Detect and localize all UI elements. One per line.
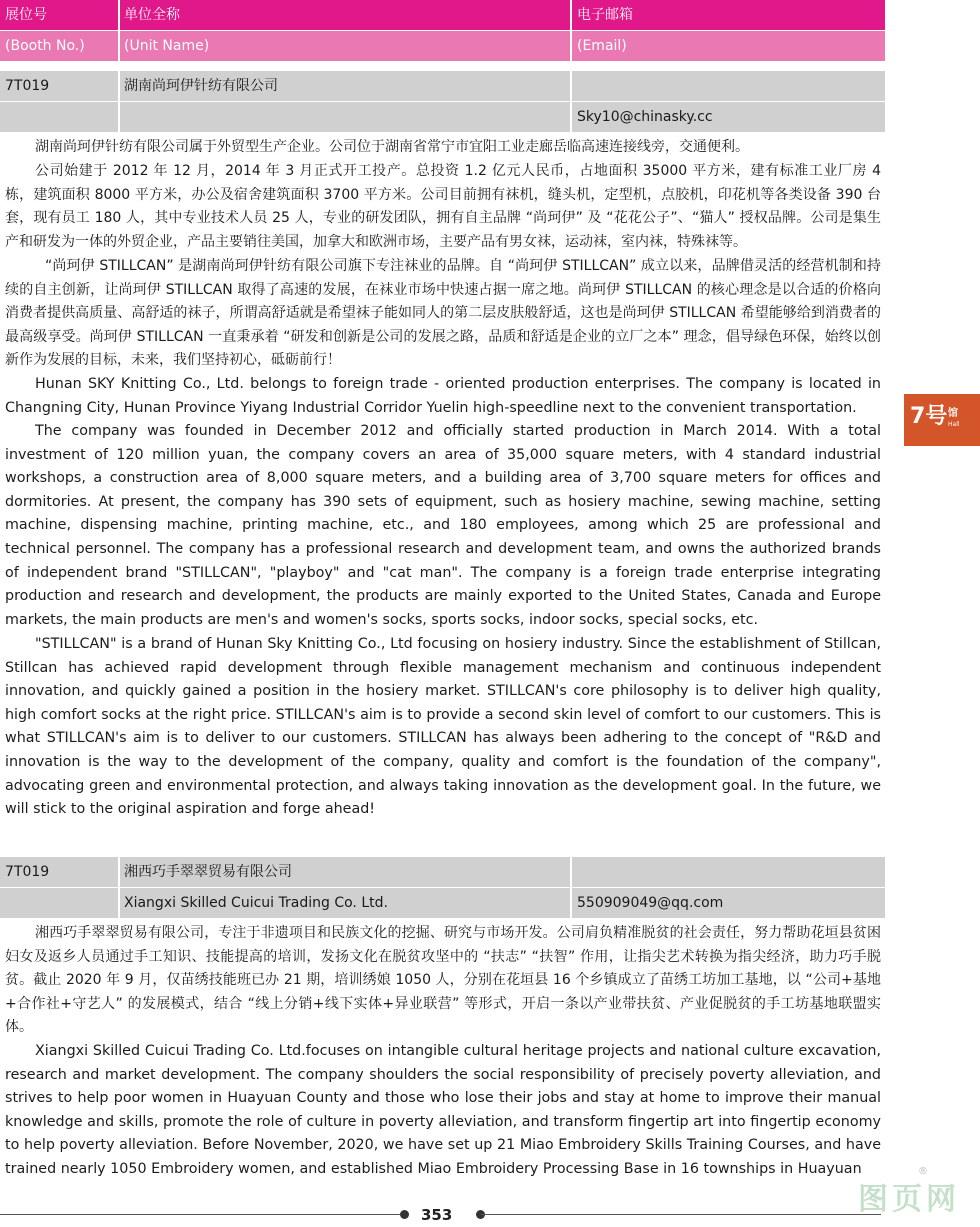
entry1-en-paragraph-3: "STILLCAN" is a brand of Hunan Sky Knitting Co., Ltd focusing on hosiery industry. Since the establishment of Stillcan, Stillcan has achieved rapid development through flexible management mechanism and continuous independent innovation, and quickly gained a position in the hosiery market. STILLCAN's core philosophy is to deliver high quality, high comfort socks at the right price. STILLCAN's aim is to provide a second skin level of comfort to our customers. This is what STILLCAN's aim is to deliver to our customers. STILLCAN has always been adhering to the concept of "R&D and innovation is the way to the development of the company, quality and comfort is the foundation of the company", advocating green and environmental protection, and always taking innovation as the development goal. In the future, we will stick to the original aspiration and forge ahead! (5, 636, 881, 818)
email-header-en: (Email) (577, 38, 627, 54)
entry1-zh-paragraph-2: 公司始建于 2012 年 12 月，2014 年 3 月正式开工投产。总投资 1.2 亿元人民币，占地面积 35000 平方米，建有标准工业厂房 4 栋，建筑面积 8000 平方米，办公及宿舍建筑面积 3700 平方米。公司目前拥有袜机，缝头机，定型机，点胶机，印花机等各类设备 390 台套，现有员工 180 人，其中专业技术人员 25 人，专业的研发团队，拥有自主品牌 “尚珂伊” 及 “花花公子”、“猫人” 授权品牌。公司是集生产和研发为一体的外贸企业，产品主要销往美国，加拿大和欧洲市场，主要产品有男女袜，运动袜，室内袜，特殊袜等。 (5, 163, 881, 250)
entry1-en-paragraph-2: The company was founded in December 2012 and officially started production in March 2014. With a total investment of 120 million yuan, the company covers an area of 35,000 square meters, with 4 standard industrial workshops, a construction area of 8,000 square meters, and a building area of 3,700 square meters for offices and dormitories. At present, the company has 390 sets of equipment, such as hosiery machine, sewing machine, setting machine, dispensing machine, printing machine, etc., and 180 employees, among which 25 are professional and technical personnel. The company has a professional research and development team, and owns the authorized brands of independent brand "STILLCAN", "playboy" and "cat man". The company is a foreign trade enterprise integrating production and research and development, the products are mainly exported to the United States, Canada and Europe markets, the main products are men's and women's socks, sports socks, indoor socks, special socks, etc. (5, 423, 881, 628)
registered-mark: ® (918, 1166, 928, 1177)
entry2-booth: 7T019 (0, 857, 120, 887)
entry1-email-empty (572, 71, 885, 101)
unit-header-en: (Unit Name) (120, 31, 572, 61)
footer-rule-right (481, 1214, 881, 1215)
entry2-booth-empty (0, 888, 120, 918)
footer-dot-left (400, 1210, 409, 1219)
entry1-booth-empty (0, 102, 120, 132)
hall-label-en: Hall (948, 421, 960, 428)
entry1-booth: 7T019 (0, 71, 120, 101)
entry2-zh-paragraph-1: 湘西巧手翠翠贸易有限公司，专注于非遗项目和民族文化的挖掘、研究与市场开发。公司肩负精准脱贫的社会责任，努力帮助花垣县贫困妇女及返乡人员通过手工知识、技能提高的培训，发扬文化在脱贫攻坚中的 “扶志” “扶智” 作用，让指尖艺术转换为指尖经济，助力巧手脱贫。截止 2020 年 9 月，仅苗绣技能班已办 21 期，培训绣娘 1050 人，分别在花垣县 16 个乡镇成立了苗绣工坊加工基地，以 “公司+基地+合作社+守艺人” 的发展模式，结合 “线上分销+线下实体+异业联营” 等形式，开启一条以产业带扶贫、产业促脱贫的手工坊基地联盟实体。 (5, 925, 881, 1036)
unit-header-zh: 单位全称 (120, 0, 572, 30)
email-header-zh: 电子邮箱 (577, 7, 633, 23)
entry1-zh-paragraph-3: “尚珂伊 STILLCAN” 是湖南尚珂伊针纺有限公司旗下专注袜业的品牌。自 “尚珂伊 STILLCAN” 成立以来，品牌借灵活的经营机制和持续的自主创新，让尚珂伊 STILLCAN 取得了高速的发展，在袜业市场中快速占据一席之地。尚珂伊 STILLCAN 的核心理念是以合适的价格向消费者提供高质量、高舒适的袜子，所谓高舒适就是希望袜子能如同人的第二层皮肤般舒适，这也是尚珂伊 STILLCAN 希望能够给到消费者的最高级享受。尚珂伊 STILLCAN 一直秉承着 “研发和创新是公司的发展之路，品质和舒适是企业的立厂之本” 理念，倡导绿色环保，始终以创新作为发展的目标，未来，我们坚持初心，砥砺前行！ (5, 258, 881, 369)
hall-number: 7号 (910, 404, 948, 429)
entry2-name-en: Xiangxi Skilled Cuicui Trading Co. Ltd. (120, 888, 572, 918)
entry2-email-empty (572, 857, 885, 887)
entry1-name-en-empty (120, 102, 572, 132)
entry2-row-name-en (0, 888, 885, 918)
booth-header-zh: 展位号 (0, 0, 120, 30)
entry1-email[interactable]: Sky10@chinasky.cc (577, 109, 713, 125)
entry2-name-zh: 湘西巧手翠翠贸易有限公司 (120, 857, 572, 887)
entry1-zh-paragraph-1: 湖南尚珂伊针纺有限公司属于外贸型生产企业。公司位于湖南省常宁市宜阳工业走廊岳临高速连接线旁，交通便利。 (35, 139, 749, 155)
booth-header-en: (Booth No.) (0, 31, 120, 61)
watermark-logo: 图页网 (858, 1182, 960, 1217)
entry1-row-email (0, 102, 885, 132)
table-header-en (0, 31, 885, 61)
entry2-row-name-zh (0, 857, 885, 887)
page-number: 353 (421, 1206, 453, 1224)
footer-rule-left (0, 1214, 403, 1215)
entry1-row-name (0, 71, 885, 101)
table-header-zh (0, 0, 885, 30)
entry1-en-paragraph-1: Hunan SKY Knitting Co., Ltd. belongs to foreign trade - oriented production enterprises. The company is located in Changning City, Hunan Province Yiyang Industrial Corridor Yuelin high-speedline next to the convenient transportation. (5, 376, 881, 416)
hall-7-tab[interactable] (904, 394, 980, 446)
entry2-en-paragraph-1: Xiangxi Skilled Cuicui Trading Co. Ltd.focuses on intangible cultural heritage projects and national culture excavation, research and market development. The company shoulders the social responsibility of precisely poverty alleviation, and strives to help poor women in Huayuan County and those who lose their jobs and stay at home to improve their manual knowledge and skills, promote the role of culture in poverty alleviation, and transform fingertip art into fingertip economy to help poverty alleviation. Before November, 2020, we have set up 21 Miao Embroidery Skills Training Courses, and have trained nearly 1050 Embroidery women, and established Miao Embroidery Processing Base in 16 townships in Huayuan (5, 1043, 881, 1177)
entry2-email[interactable]: 550909049@qq.com (577, 895, 724, 911)
hall-label: 馆 (948, 408, 958, 419)
entry1-name-zh: 湖南尚珂伊针纺有限公司 (120, 71, 572, 101)
